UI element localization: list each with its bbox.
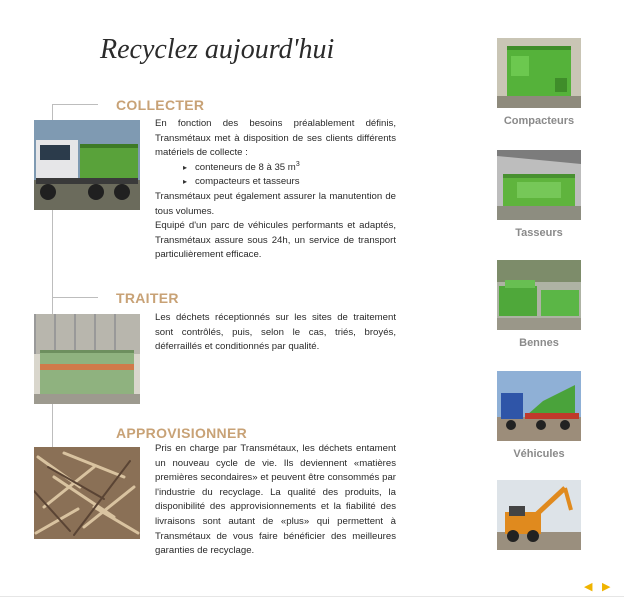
collecter-paragraph-3: Equipé d'un parc de véhicules performants et adaptés, Transmétaux assure sous 24h, un service de transport particulièrement efficace. [155, 220, 396, 261]
approvisionner-paragraph: Pris en charge par Transmétaux, les déchets entament un nouveau cycle de vie. Ils deviennent «matières premières secondaires» et peuvent être consommés par l'industrie du recyclage. La qualité des produits, la disponibilité des approvisionnements et la fiabilité des livraisons sont autant de «plus» qui permettent à Transmétaux de vous faire bénéficier des meilleures garanties de recyclage. [155, 443, 396, 557]
truck-photo [34, 120, 140, 210]
section-heading-collecter: COLLECTER [116, 97, 205, 113]
tasseur-photo [497, 150, 581, 220]
sidebar-label-compacteurs: Compacteurs [503, 115, 575, 127]
sidebar-label-bennes: Bennes [519, 337, 559, 349]
timeline-branch-collecter [52, 104, 98, 105]
previous-page-arrow-icon[interactable]: ◀ [584, 581, 593, 593]
collecter-bullet-list [155, 161, 396, 190]
collecter-paragraph-2: Transmétaux peut également assurer la manutention de tous volumes. [155, 190, 396, 217]
treatment-photo [34, 314, 140, 404]
bullet-item [183, 175, 396, 190]
section-heading-approvisionner: APPROVISIONNER [116, 425, 247, 441]
collecter-intro: En fonction des besoins préalablement définis, Transmétaux met à disposition de ses clients différents matériels de collecte : [155, 118, 396, 159]
next-page-arrow-icon[interactable]: ▶ [602, 581, 611, 593]
section-text-approvisionner [155, 442, 396, 559]
bullet-text: compacteurs et tasseurs [195, 176, 300, 188]
sidebar-label-vehicules: Véhicules [513, 448, 565, 460]
vehicule-photo [497, 371, 581, 441]
footer-divider [0, 596, 624, 597]
engin-photo [497, 480, 581, 550]
bullet-item [183, 161, 396, 176]
section-text-traiter [155, 311, 396, 355]
benne-photo [497, 260, 581, 330]
compacteur-photo [497, 38, 581, 108]
section-text-collecter [155, 117, 396, 263]
wood-waste-photo [34, 447, 140, 539]
sidebar-label-tasseurs: Tasseurs [515, 227, 563, 239]
page-title: Recyclez aujourd'hui [100, 34, 335, 65]
bullet-text: conteneurs de 8 à 35 m [195, 161, 296, 173]
traiter-paragraph: Les déchets réceptionnés sur les sites de traitement sont contrôlés, puis, selon le cas, triés, broyés, déferraillés et conditionnés par qualité. [155, 312, 396, 353]
timeline-branch-traiter [52, 297, 98, 298]
superscript: 3 [295, 160, 300, 168]
section-heading-traiter: TRAITER [116, 290, 179, 306]
